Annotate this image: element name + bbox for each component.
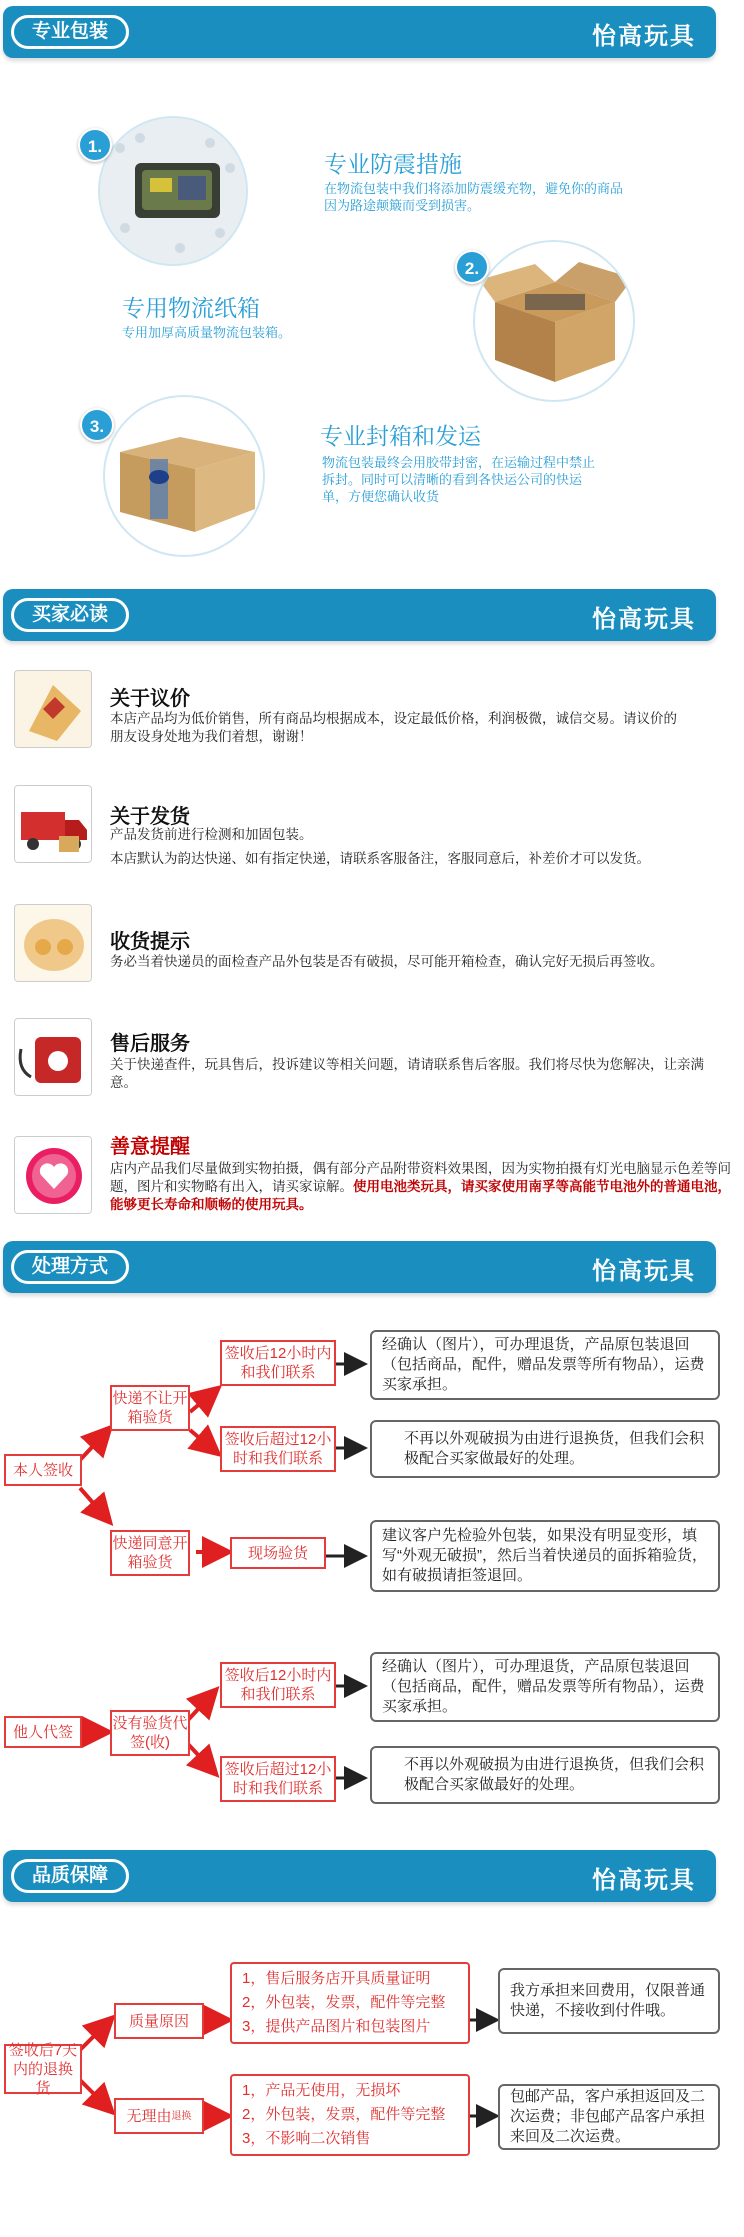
brand-logo: 怡高玩具	[592, 21, 696, 50]
brand-logo: 怡高玩具	[592, 1256, 696, 1285]
handling-header	[3, 1241, 716, 1293]
result-nodamage-box: 不再以外观破损为由进行退换货，但我们会积极配合买家做最好的处理。	[370, 1420, 720, 1478]
brand-logo: 怡高玩具	[592, 1865, 696, 1894]
aftersale-text: 关于快递查件，玩具售后，投诉建议等相关问题，请请联系售后客服。我们将尽快为您解决，让亲满意。	[110, 1057, 704, 1090]
reminder-icon	[14, 1136, 92, 1214]
pkg-step2-desc: 专用加厚高质量物流包装箱。	[122, 325, 292, 340]
self-sign-box: 本人签收	[4, 1454, 82, 1486]
reminder-text-normal: 店内产品我们尽量做到实物拍摄，偶有部分产品附带资料效果图，因为实物拍摄有灯光电脑显示色差等问题，图片和实物略有出入，请买家谅解。	[110, 1161, 731, 1194]
buyer-header	[3, 589, 716, 641]
onsite-result-box: 建议客户先检验外包装，如果没有明显变形，填写“外观无破损”，然后当着快递员的面拆箱验货，如有破损请拒签退回。	[370, 1520, 720, 1592]
pkg-step1-number: 1.	[78, 128, 112, 162]
result-return-b-box: 经确认（图片），可办理退货，产品原包装退回（包括商品，配件，赠品发票等所有物品），运费买家承担。	[370, 1652, 720, 1722]
quality-item: 1，售后服务店开具质量证明	[242, 1970, 431, 1987]
pkg-step1-title: 专业防震措施	[324, 151, 462, 177]
no-reason-item: 1，产品无使用，无损坏	[242, 2082, 401, 2099]
packaging-header-label: 专业包装	[11, 15, 129, 49]
packaging-header	[3, 6, 716, 58]
no-reason-result-box: 包邮产品，客户承担返回及二次运费；非包邮产品客户承担来回及二次运费。	[498, 2084, 720, 2150]
reminder-title: 善意提醒	[110, 1136, 190, 1158]
shipping-title: 关于发货	[110, 806, 190, 828]
quality-reason-box: 质量原因	[114, 2003, 204, 2039]
within12-box: 签收后12小时内和我们联系	[220, 1340, 336, 1386]
over12-box: 签收后超过12小时和我们联系	[220, 1426, 336, 1472]
shipping-icon	[14, 785, 92, 863]
onsite-box: 现场验货	[230, 1537, 326, 1569]
no-reason-label: 无理由	[126, 2107, 172, 2125]
quality-item: 3，提供产品图片和包装图片	[242, 2018, 431, 2035]
buyer-header-label: 买家必读	[11, 598, 129, 632]
pkg-step1-image	[98, 116, 248, 266]
pkg-step3-number: 3.	[80, 408, 114, 442]
noinspect-box: 没有验货代签(收)	[110, 1710, 190, 1756]
result-return-box: 经确认（图片），可办理退货，产品原包装退回（包括商品，配件，赠品发票等所有物品），运费买家承担。	[370, 1330, 720, 1400]
quality-header-label: 品质保障	[11, 1859, 129, 1893]
pkg-step2-image	[473, 240, 635, 402]
aftersale-icon	[14, 1018, 92, 1096]
receipt-title: 收货提示	[110, 931, 190, 953]
quality-item: 2，外包装，发票，配件等完整	[242, 1994, 446, 2011]
receipt-text: 务必当着快递员的面检查产品外包装是否有破损，尽可能开箱检查，确认完好无损后再签收。	[110, 954, 664, 969]
shipping-text1: 产品发货前进行检测和加固包装。	[110, 827, 313, 842]
quality-header	[3, 1850, 716, 1902]
quality-result-box: 我方承担来回费用，仅限普通快递，不接收到付件哦。	[498, 1968, 720, 2034]
handling-header-label: 处理方式	[11, 1250, 129, 1284]
quality-items-box	[230, 1962, 470, 2044]
pkg-step3-title: 专业封箱和发运	[320, 423, 481, 449]
bargain-icon	[14, 670, 92, 748]
reminder-text-red: 使用电池类玩具，请买家使用南孚等高能节电池外的普通电池，能够更长寿命和顺畅的使用玩具。	[110, 1179, 731, 1212]
bargain-text: 本店产品均为低价销售，所有商品均根据成本，设定最低价格，利润极微，诚信交易。请议价的朋友设身处地为我们着想，谢谢！	[110, 711, 677, 744]
bargain-title: 关于议价	[110, 688, 190, 710]
brand-logo: 怡高玩具	[592, 604, 696, 633]
aftersale-title: 售后服务	[110, 1033, 190, 1055]
seven-day-box: 签收后7天内的退换货	[4, 2044, 82, 2094]
no-reason-item: 2，外包装，发票，配件等完整	[242, 2106, 446, 2123]
no-reason-box	[114, 2098, 204, 2134]
no-reason-item: 3，不影响二次销售	[242, 2130, 371, 2147]
within12b-box: 签收后12小时内和我们联系	[220, 1662, 336, 1708]
pkg-step3-desc: 物流包装最终会用胶带封密，在运输过程中禁止拆封。同时可以清晰的看到各快运公司的快运单，方便您确认收货	[322, 455, 596, 504]
unopened-box: 快递不让开箱验货	[110, 1385, 190, 1431]
pkg-step2-number: 2.	[455, 250, 489, 284]
pkg-step1-desc: 在物流包装中我们将添加防震缓充物，避免你的商品因为路途颠簸而受到损害。	[324, 181, 624, 213]
agreed-box: 快递同意开箱验货	[110, 1530, 190, 1576]
pkg-step3-image	[103, 395, 265, 557]
shipping-text2: 本店默认为韵达快递、如有指定快递，请联系客服备注，客服同意后，补差价才可以发货。	[110, 851, 650, 866]
no-reason-small: 退换	[171, 2110, 192, 2122]
reminder-text	[110, 1160, 735, 1214]
receipt-icon	[14, 904, 92, 982]
pkg-step2-title: 专用物流纸箱	[122, 295, 260, 321]
no-reason-items-box	[230, 2074, 470, 2156]
result-nodamage-b-box: 不再以外观破损为由进行退换货，但我们会积极配合买家做最好的处理。	[370, 1746, 720, 1804]
proxy-sign-box: 他人代签	[4, 1716, 82, 1748]
over12b-box: 签收后超过12小时和我们联系	[220, 1756, 336, 1802]
